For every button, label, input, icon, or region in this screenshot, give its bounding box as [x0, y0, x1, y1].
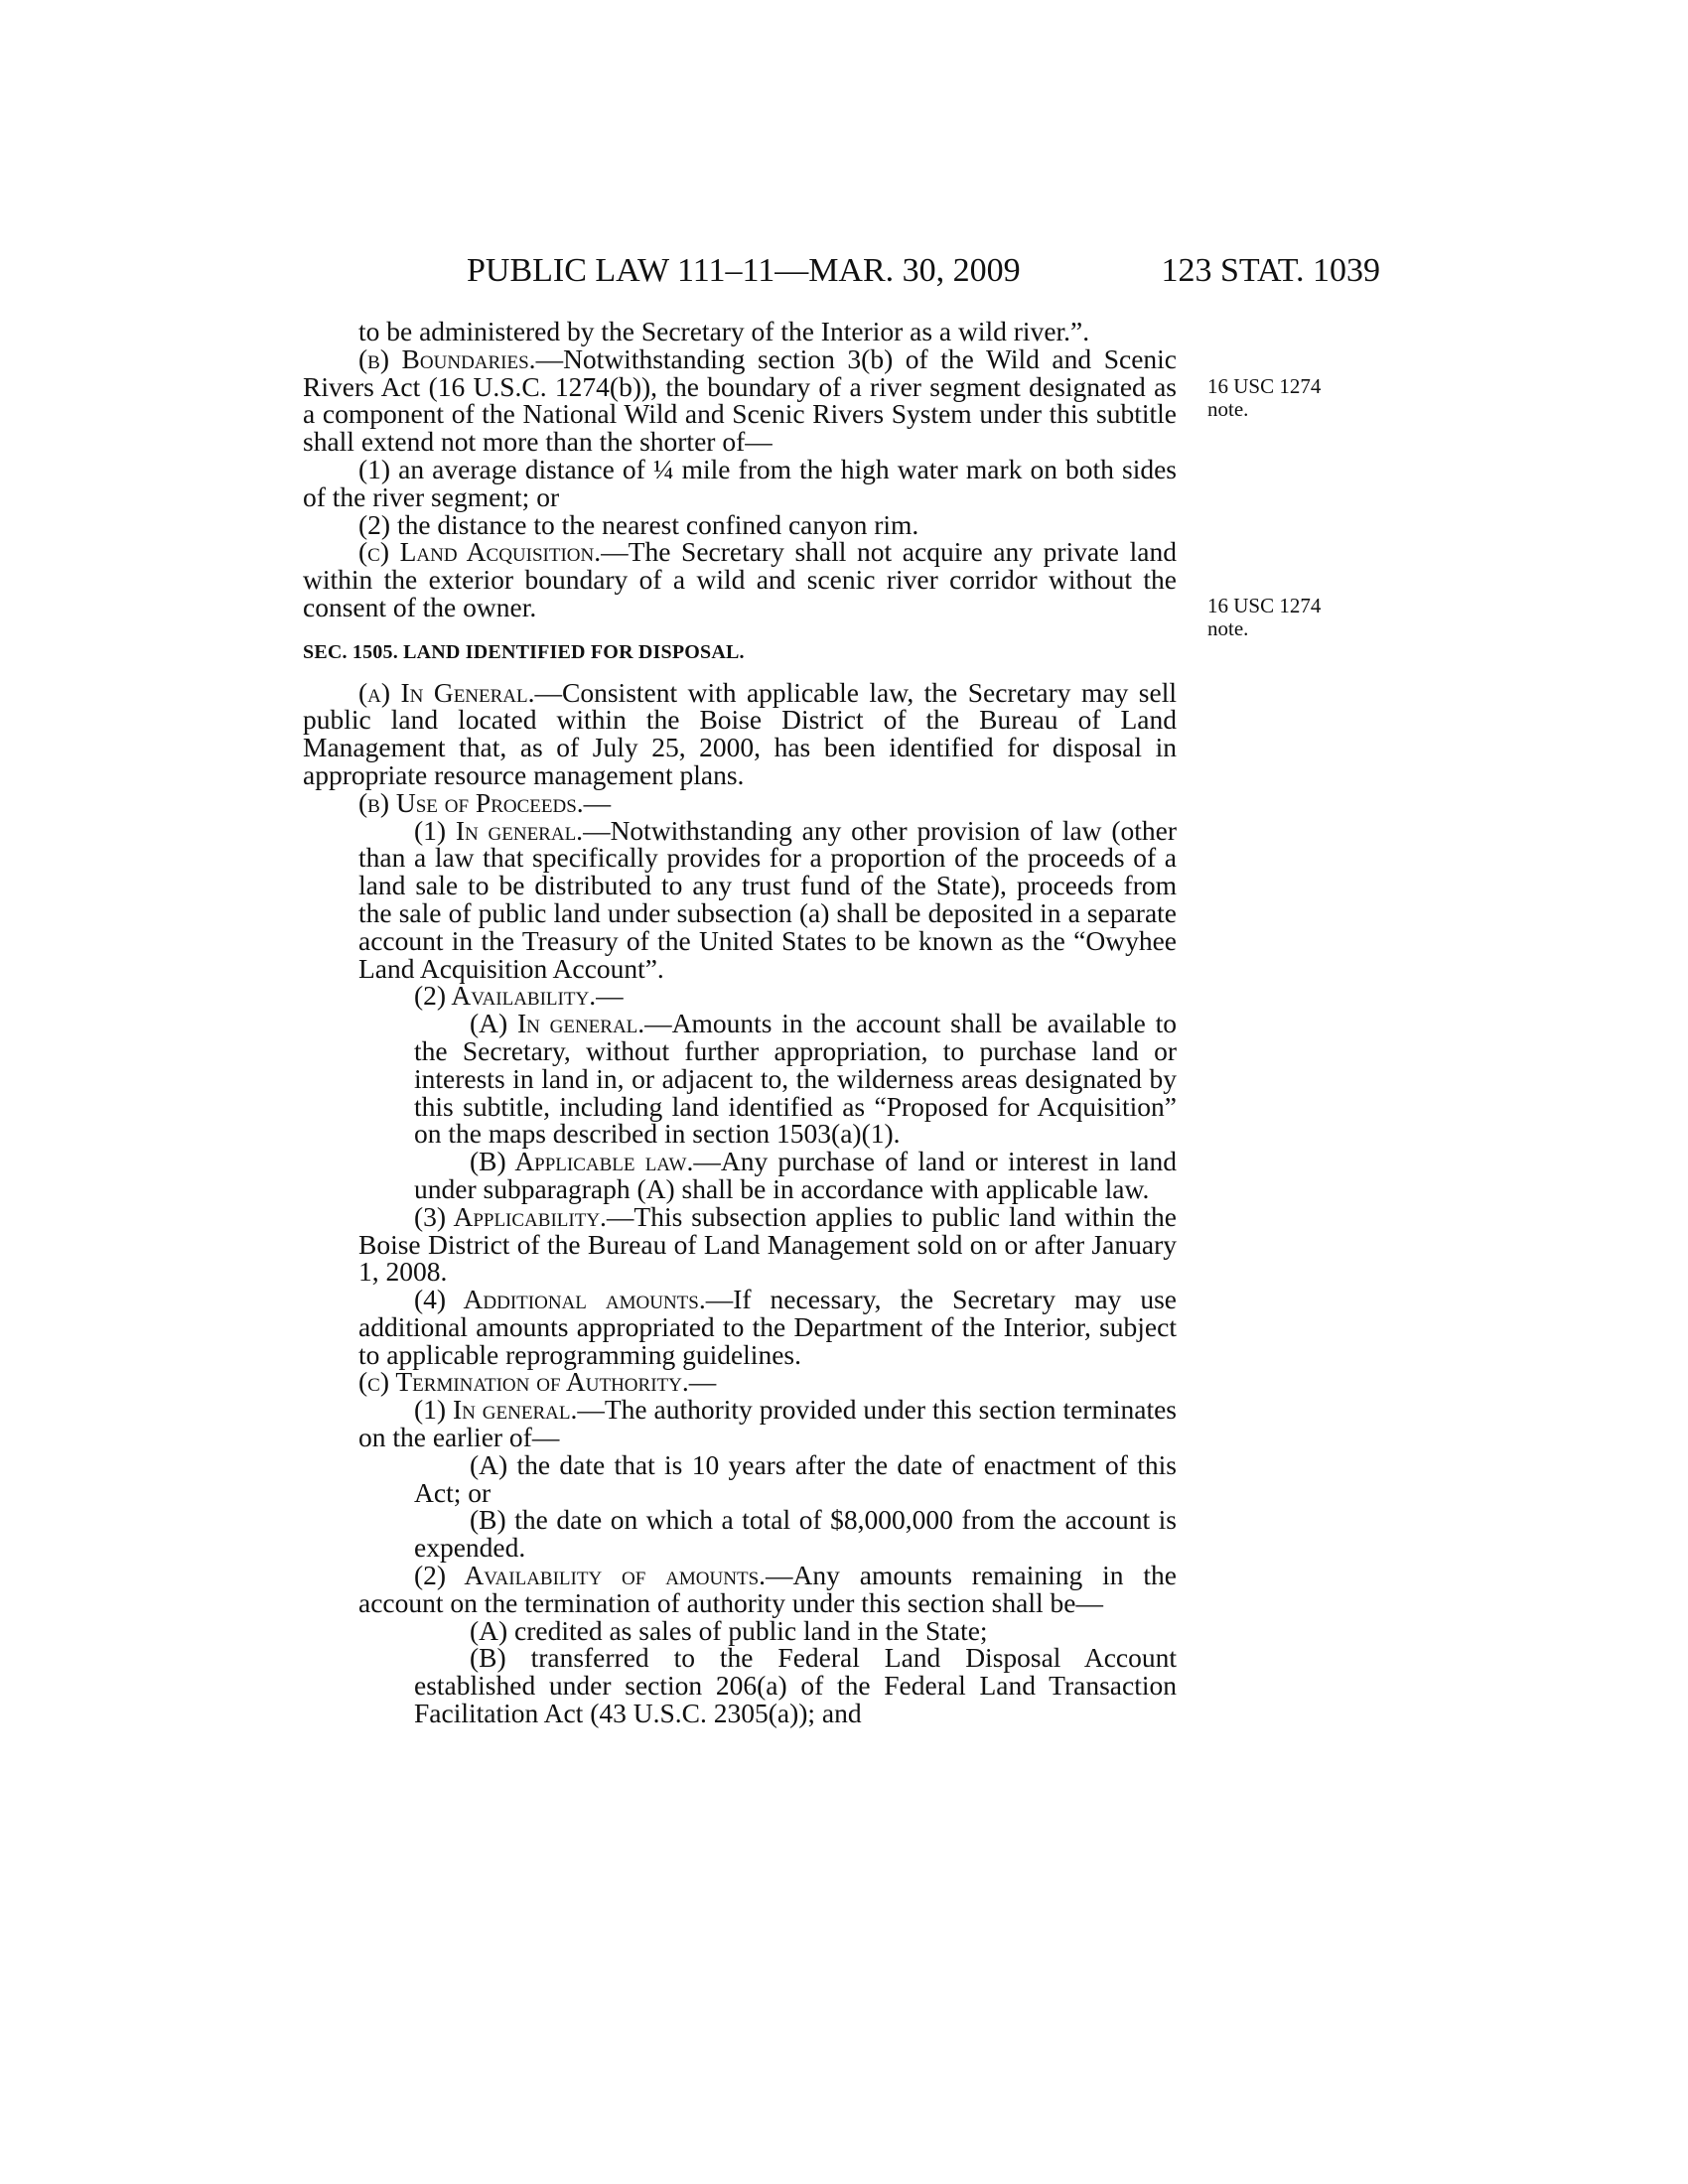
paragraph-text: — [583, 786, 612, 818]
paragraph-text: —The Secretary shall not acquire any private land within the exterior boundary of a wild and scenic river corridor without the consent of the owner. [303, 536, 1177, 622]
paragraph-text: —The authority provided under this section terminates on the earlier of— [358, 1394, 1177, 1453]
paragraph-heading: (c) Termination of Authority. [358, 1366, 689, 1398]
paragraph-heading: (a) In General. [358, 676, 535, 708]
paragraph [303, 982, 1177, 1010]
paragraph: (A) the date that is 10 years after the date of enactment of this Act; or [414, 1448, 1177, 1508]
paragraph-text: —Notwithstanding section 3(b) of the Wild and Scenic Rivers Act (16 U.S.C. 1274(b)), the boundary of a river segment designated as a component of the National Wild and Scenic Rivers System under this subtitle shall extend not more than the shorter of— [303, 342, 1177, 458]
paragraph-land-acquisition [303, 538, 1177, 620]
margin-note [1207, 375, 1346, 421]
page-header [467, 246, 1380, 296]
margin-note-label: note. [1207, 397, 1249, 421]
paragraph-use-of-proceeds [303, 786, 1177, 818]
section-heading: SEC. 1505. LAND IDENTIFIED FOR DISPOSAL. [303, 640, 745, 663]
paragraph: (B) the date on which a total of $8,000,000 from the account is expended. [414, 1504, 1177, 1564]
paragraph-heading: (c) Land Acquisition. [358, 536, 602, 568]
margin-note [1207, 595, 1346, 640]
paragraph-text: —If necessary, the Secretary may use additional amounts appropriated to the Department of the Interior, subject to applicable reprogramming guidelines. [358, 1284, 1177, 1370]
margin-note-citation: 16 USC 1274 [1207, 374, 1322, 398]
paragraph-heading: (2) Availability. [414, 980, 597, 1012]
paragraph [247, 814, 1177, 984]
paragraph: (2) the distance to the nearest confined canyon rim. [358, 508, 919, 540]
paragraph: (B) transferred to the Federal Land Disposal Account established under section 206(a) of the Federal Land Transaction Facilitation Act (43 U.S.C. 2305(a)); and [414, 1642, 1177, 1729]
paragraph-text: —Notwithstanding any other provision of law (other than a law that specifically provides for a proportion of the proceeds of a land sale to be distributed to any trust fund of the State), proceeds from the sale of public land under subsection (a) shall be deposited in a separate account in the Treasury of the United States to be known as the “Owyhee Land Acquisition Account”. [358, 814, 1177, 984]
margin-note-citation: 16 USC 1274 [1207, 594, 1322, 617]
paragraph-heading: (1) In general. [414, 1394, 578, 1426]
paragraph-heading: (2) Availability of amounts. [414, 1560, 767, 1591]
paragraph [303, 1010, 1177, 1148]
paragraph-heading: (b) Boundaries. [358, 342, 536, 374]
margin-note-label: note. [1207, 616, 1249, 640]
public-law-title: PUBLIC LAW 111–11—MAR. 30, 2009 [467, 252, 1021, 289]
paragraph [303, 1200, 1177, 1288]
paragraph-text: — [688, 1366, 717, 1398]
paragraph [303, 1396, 1177, 1451]
paragraph-boundaries [303, 342, 1177, 458]
paragraph-text: —Consistent with applicable law, the Secretary may sell public land located within the Boise District of the Bureau of Land Management that, as of July 25, 2000, has been identified for disposal in appropriate resource management plans. [303, 676, 1177, 790]
paragraph-termination [303, 1368, 1177, 1396]
stat-page-number: 123 STAT. 1039 [1161, 252, 1380, 289]
paragraph-text: —This subsection applies to public land within the Boise District of the Bureau of Land Management sold on or after January 1, 2008. [358, 1200, 1177, 1288]
paragraph [303, 1148, 1177, 1203]
paragraph-in-general [303, 676, 1177, 790]
paragraph: to be administered by the Secretary of the Interior as a wild river.”. [358, 316, 1090, 346]
paragraph-text: —Amounts in the account shall be available to the Secretary, without further appropriation, to purchase land or interests in land in, or adjacent to, the wilderness areas designated by this subtitle, including land identified as “Proposed for Acquisition” on the maps described in section 1503(a)(1). [414, 1008, 1177, 1150]
paragraph [303, 1286, 1177, 1368]
paragraph-heading: (1) In general. [414, 814, 584, 846]
paragraph-heading: (A) In general. [470, 1008, 645, 1039]
paragraph: (1) an average distance of ¼ mile from the high water mark on both sides of the river segment; or [303, 453, 1177, 512]
paragraph-heading: (3) Applicability. [414, 1200, 607, 1232]
paragraph-text: —Any amounts remaining in the account on the termination of authority under this section shall be— [358, 1560, 1177, 1618]
paragraph-text: — [596, 980, 624, 1012]
paragraph-heading: (b) Use of Proceeds. [358, 786, 584, 818]
paragraph-text: —Any purchase of land or interest in land under subparagraph (A) shall be in accordance with applicable law. [414, 1146, 1177, 1204]
paragraph [303, 1562, 1177, 1617]
paragraph: (A) credited as sales of public land in the State; [470, 1614, 988, 1646]
paragraph-heading: (4) Additional amounts. [414, 1284, 706, 1315]
document-body [303, 318, 1177, 1727]
paragraph-heading: (B) Applicable law. [470, 1146, 694, 1177]
